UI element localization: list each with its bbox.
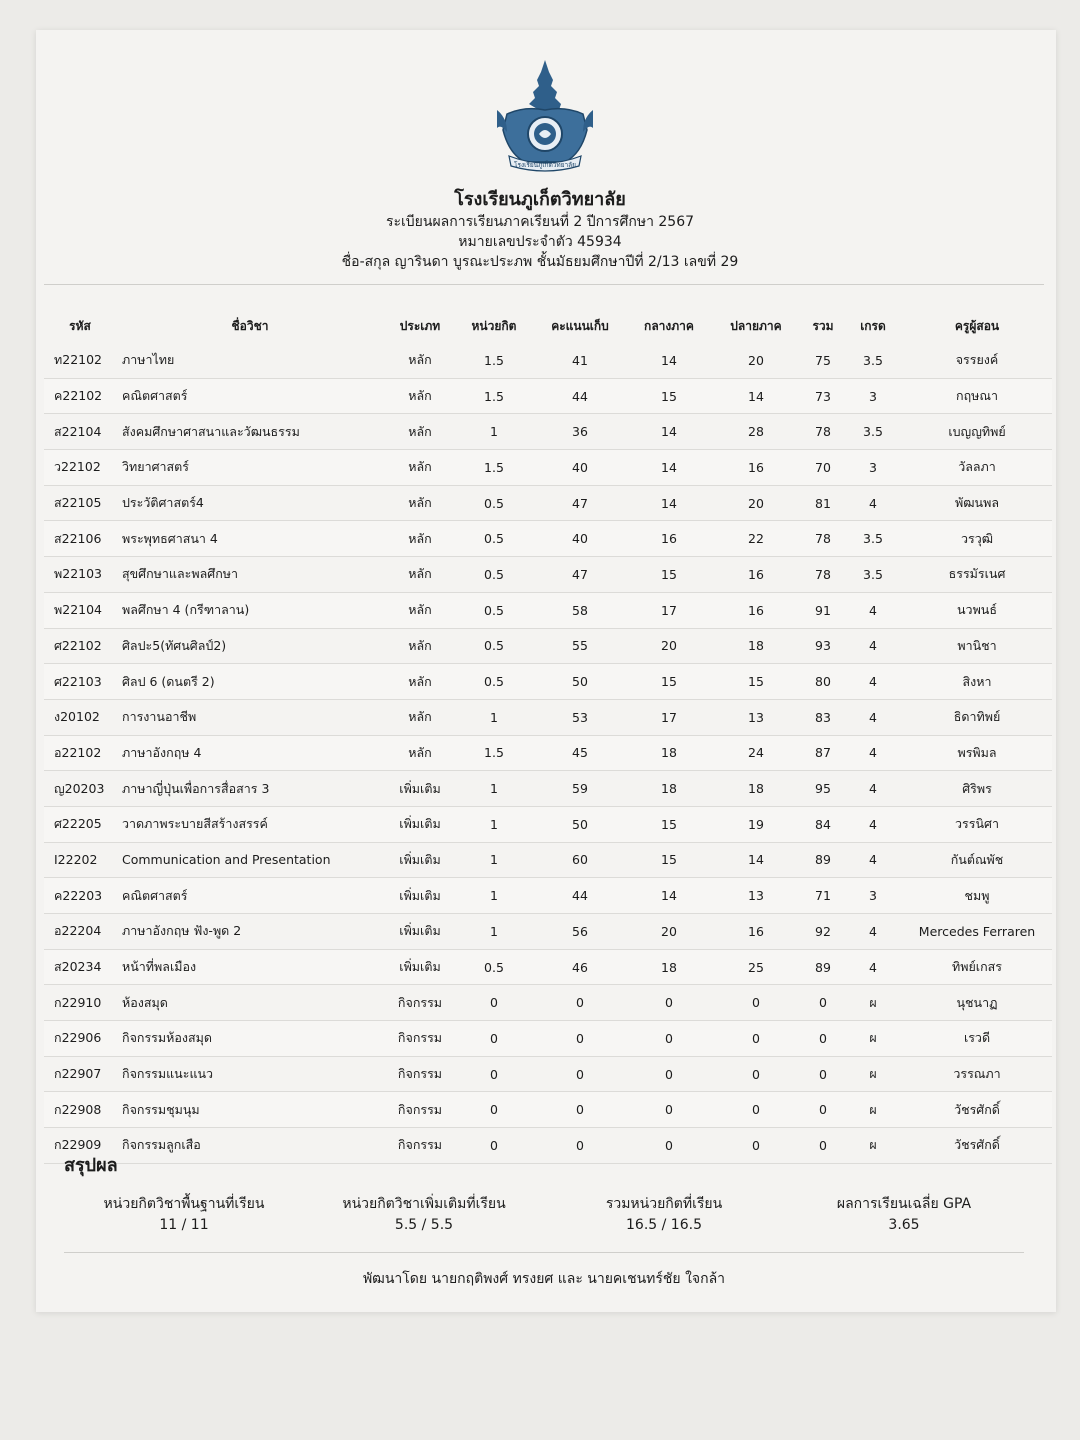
subject-code: ก22909 [44,1128,116,1164]
total-score: 75 [802,343,844,378]
total-score: 0 [802,1092,844,1128]
teacher-name: วัชรศักดิ์ [902,1128,1052,1164]
teacher-name: ทิพย์เกสร [902,949,1052,985]
collected-score: 47 [532,485,628,521]
grade-value: 3 [844,378,902,414]
subject-name: การงานอาชีพ [116,699,384,735]
credit-value: 0.5 [456,557,532,593]
subject-name: ภาษาอังกฤษ 4 [116,735,384,771]
summary-value: 5.5 / 5.5 [394,1217,454,1233]
teacher-name: ศิริพร [902,771,1052,807]
summary-section [64,1154,1024,1233]
credit-value: 0.5 [456,628,532,664]
final-score: 16 [710,592,802,628]
midterm-score: 14 [628,878,710,914]
final-score: 20 [710,343,802,378]
subject-type: หลัก [384,628,456,664]
subject-type: กิจกรรม [384,985,456,1021]
teacher-name: พานิชา [902,628,1052,664]
total-score: 87 [802,735,844,771]
grade-value: 4 [844,914,902,950]
credit-value: 0 [456,1056,532,1092]
grade-value: 3 [844,878,902,914]
grade-value: 4 [844,664,902,700]
subject-name: ภาษาญี่ปุ่นเพื่อการสื่อสาร 3 [116,771,384,807]
credit-value: 1.5 [456,378,532,414]
subject-name: วาดภาพระบายสีสร้างสรรค์ [116,806,384,842]
subject-type: เพิ่มเติม [384,878,456,914]
subject-type: หลัก [384,664,456,700]
subject-type: หลัก [384,450,456,486]
subject-type: เพิ่มเติม [384,949,456,985]
final-score: 13 [710,878,802,914]
subject-code: ศ22102 [44,628,116,664]
grades-table-body [44,343,1052,1163]
summary-gpa [784,1194,1024,1236]
credit-value: 1 [456,414,532,450]
teacher-name: ธรรมัรเนศ [902,557,1052,593]
table-row [44,628,1052,664]
subject-code: ก22907 [44,1056,116,1092]
subject-code: อ22102 [44,735,116,771]
table-row [44,1056,1052,1092]
midterm-score: 14 [628,450,710,486]
subject-code: ญ20203 [44,771,116,807]
subject-name: วิทยาศาสตร์ [116,450,384,486]
collected-score: 0 [532,1021,628,1057]
summary-label: หน่วยกิตวิชาเพิ่มเติมที่เรียน [342,1196,506,1212]
table-row [44,485,1052,521]
subject-code: พ22103 [44,557,116,593]
total-score: 91 [802,592,844,628]
col-grade-header: เกรด [860,318,886,333]
collected-score: 0 [532,1056,628,1092]
midterm-score: 20 [628,628,710,664]
col-type-header: ประเภท [399,318,441,333]
table-row [44,842,1052,878]
collected-score: 47 [532,557,628,593]
subject-type: หลัก [384,521,456,557]
subject-type: หลัก [384,699,456,735]
teacher-name: วัลลภา [902,450,1052,486]
total-score: 95 [802,771,844,807]
collected-score: 53 [532,699,628,735]
final-score: 25 [710,949,802,985]
total-score: 73 [802,378,844,414]
subject-name: ศิลปะ5(ทัศนศิลป์2) [116,628,384,664]
midterm-score: 17 [628,699,710,735]
teacher-name: วรรนิศา [902,806,1052,842]
subject-name: ศิลป 6 (ดนตรี 2) [116,664,384,700]
table-row [44,1021,1052,1057]
subject-name: กิจกรรมแนะแนว [116,1056,384,1092]
subject-type: กิจกรรม [384,1128,456,1164]
table-row [44,699,1052,735]
subject-code: อ22204 [44,914,116,950]
midterm-score: 18 [628,735,710,771]
crest-ribbon-text: โรงเรียนภูเก็ตวิทยาลัย [514,161,576,169]
subject-name: ห้องสมุด [116,985,384,1021]
final-score: 20 [710,485,802,521]
teacher-name: เบญญทิพย์ [902,414,1052,450]
summary-label: รวมหน่วยกิตที่เรียน [605,1196,723,1212]
midterm-score: 14 [628,414,710,450]
subject-type: หลัก [384,592,456,628]
subject-name: หน้าที่พลเมือง [116,949,384,985]
subject-name: สังคมศึกษาศาสนาและวัฒนธรรม [116,414,384,450]
teacher-name: ธิดาทิพย์ [902,699,1052,735]
grade-value: 4 [844,699,902,735]
summary-value: 3.65 [888,1217,920,1233]
grade-value: 3 [844,450,902,486]
total-score: 70 [802,450,844,486]
final-score: 18 [710,771,802,807]
col-midterm-header: กลางภาค [644,318,694,333]
grade-value: 4 [844,771,902,807]
midterm-score: 0 [628,1128,710,1164]
midterm-score: 15 [628,378,710,414]
total-score: 78 [802,414,844,450]
subject-type: กิจกรรม [384,1056,456,1092]
summary-value: 11 / 11 [159,1217,209,1233]
summary-label: หน่วยกิตวิชาพื้นฐานที่เรียน [103,1196,265,1212]
summary-title: สรุปผล [64,1155,118,1176]
grade-value: 4 [844,806,902,842]
subject-type: หลัก [384,485,456,521]
subject-code: ศ22103 [44,664,116,700]
table-row [44,985,1052,1021]
subject-code: ศ22205 [44,806,116,842]
summary-core-credits [64,1194,304,1236]
total-score: 0 [802,1021,844,1057]
table-row [44,664,1052,700]
col-teacher-header: ครูผู้สอน [954,318,1000,333]
subject-code: ค22102 [44,378,116,414]
collected-score: 50 [532,664,628,700]
total-score: 89 [802,949,844,985]
midterm-score: 16 [628,521,710,557]
grade-value: 4 [844,485,902,521]
final-score: 16 [710,914,802,950]
table-row [44,521,1052,557]
midterm-score: 15 [628,664,710,700]
teacher-name: วรรณภา [902,1056,1052,1092]
teacher-name: วัชรศักดิ์ [902,1092,1052,1128]
table-header-row [44,309,1052,343]
teacher-name: กันต์ณพัช [902,842,1052,878]
total-score: 0 [802,1128,844,1164]
midterm-score: 18 [628,771,710,807]
credit-value: 0.5 [456,521,532,557]
grades-table [44,309,1052,1164]
credit-value: 1 [456,806,532,842]
credit-value: 0.5 [456,949,532,985]
grade-value: 3.5 [844,521,902,557]
subject-name: กิจกรรมลูกเสือ [116,1128,384,1164]
grade-value: 3.5 [844,414,902,450]
table-row [44,806,1052,842]
col-total-header: รวม [812,318,834,333]
subject-code: ก22910 [44,985,116,1021]
subject-code: ส22104 [44,414,116,450]
final-score: 19 [710,806,802,842]
collected-score: 41 [532,343,628,378]
total-score: 93 [802,628,844,664]
total-score: 78 [802,521,844,557]
school-name: โรงเรียนภูเก็ตวิทยาลัย [454,189,626,210]
final-score: 28 [710,414,802,450]
final-score: 0 [710,1128,802,1164]
midterm-score: 18 [628,949,710,985]
credit-value: 1 [456,878,532,914]
credit-value: 0.5 [456,664,532,700]
school-crest-logo [495,58,595,174]
credit-value: 1 [456,699,532,735]
credit-value: 1.5 [456,450,532,486]
collected-score: 36 [532,414,628,450]
grade-value: 3.5 [844,557,902,593]
summary-total-credits [544,1194,784,1236]
midterm-score: 15 [628,806,710,842]
collected-score: 55 [532,628,628,664]
final-score: 0 [710,1021,802,1057]
subject-type: เพิ่มเติม [384,914,456,950]
subject-code: ง20102 [44,699,116,735]
footer-divider [64,1252,1024,1253]
subject-type: หลัก [384,343,456,378]
teacher-name: จรรยงค์ [902,343,1052,378]
collected-score: 40 [532,450,628,486]
midterm-score: 0 [628,985,710,1021]
subject-code: ท22102 [44,343,116,378]
collected-score: 40 [532,521,628,557]
total-score: 84 [802,806,844,842]
total-score: 92 [802,914,844,950]
subject-type: เพิ่มเติม [384,842,456,878]
credit-value: 0 [456,1021,532,1057]
midterm-score: 0 [628,1056,710,1092]
summary-grid [64,1194,1024,1236]
subject-type: หลัก [384,557,456,593]
grade-value: ผ [844,1056,902,1092]
credit-value: 0.5 [456,592,532,628]
subject-code: ส20234 [44,949,116,985]
subject-name: คณิตศาสตร์ [116,878,384,914]
final-score: 0 [710,1056,802,1092]
final-score: 16 [710,450,802,486]
midterm-score: 15 [628,842,710,878]
table-row [44,557,1052,593]
midterm-score: 14 [628,343,710,378]
grade-value: 4 [844,592,902,628]
total-score: 78 [802,557,844,593]
total-score: 83 [802,699,844,735]
table-row [44,1092,1052,1128]
midterm-score: 17 [628,592,710,628]
subject-code: ก22906 [44,1021,116,1057]
total-score: 0 [802,1056,844,1092]
final-score: 0 [710,1092,802,1128]
subject-name: Communication and Presentation [116,842,384,878]
collected-score: 0 [532,1128,628,1164]
teacher-name: Mercedes Ferraren [902,914,1052,950]
col-collected-header: คะแนนเก็บ [551,318,609,333]
col-final-header: ปลายภาค [730,318,782,333]
col-code-header: รหัส [69,318,91,333]
total-score: 0 [802,985,844,1021]
grade-value: ผ [844,1128,902,1164]
summary-value: 16.5 / 16.5 [626,1217,702,1233]
subject-code: พ22104 [44,592,116,628]
subject-code: I22202 [44,842,116,878]
total-score: 80 [802,664,844,700]
subject-code: ว22102 [44,450,116,486]
col-name-header: ชื่อวิชา [231,318,269,333]
report-header [0,188,1080,272]
credit-value: 1 [456,914,532,950]
grade-value: ผ [844,1092,902,1128]
collected-score: 45 [532,735,628,771]
credit-value: 1 [456,771,532,807]
total-score: 89 [802,842,844,878]
collected-score: 0 [532,985,628,1021]
final-score: 22 [710,521,802,557]
collected-score: 56 [532,914,628,950]
midterm-score: 20 [628,914,710,950]
final-score: 14 [710,842,802,878]
table-row [44,450,1052,486]
table-row [44,414,1052,450]
final-score: 13 [710,699,802,735]
grade-value: ผ [844,985,902,1021]
header-divider [44,284,1044,285]
collected-score: 44 [532,378,628,414]
credit-value: 0 [456,985,532,1021]
final-score: 24 [710,735,802,771]
summary-elective-credits [304,1194,544,1236]
col-credit-header: หน่วยกิต [471,318,517,333]
grade-value: 4 [844,735,902,771]
final-score: 18 [710,628,802,664]
table-row [44,378,1052,414]
subject-type: เพิ่มเติม [384,771,456,807]
midterm-score: 0 [628,1021,710,1057]
subject-code: ส22106 [44,521,116,557]
subject-type: เพิ่มเติม [384,806,456,842]
midterm-score: 15 [628,557,710,593]
midterm-score: 14 [628,485,710,521]
collected-score: 44 [532,878,628,914]
report-title: ระเบียนผลการเรียนภาคเรียนที่ 2 ปีการศึกษา 2567 [385,214,695,230]
table-row [44,771,1052,807]
subject-name: ประวัติศาสตร์4 [116,485,384,521]
teacher-name: พัฒนพล [902,485,1052,521]
collected-score: 58 [532,592,628,628]
teacher-name: ชมพู [902,878,1052,914]
subject-code: ค22203 [44,878,116,914]
table-row [44,949,1052,985]
subject-name: ภาษาไทย [116,343,384,378]
subject-name: พระพุทธศาสนา 4 [116,521,384,557]
teacher-name: นวพนธ์ [902,592,1052,628]
grade-value: 4 [844,842,902,878]
teacher-name: เรวดี [902,1021,1052,1057]
table-row [44,735,1052,771]
collected-score: 0 [532,1092,628,1128]
credit-value: 1.5 [456,735,532,771]
subject-code: ก22908 [44,1092,116,1128]
collected-score: 50 [532,806,628,842]
subject-type: กิจกรรม [384,1092,456,1128]
midterm-score: 0 [628,1092,710,1128]
total-score: 71 [802,878,844,914]
table-row [44,343,1052,378]
subject-code: ส22105 [44,485,116,521]
final-score: 0 [710,985,802,1021]
teacher-name: พรพิมล [902,735,1052,771]
total-score: 81 [802,485,844,521]
subject-name: พลศึกษา 4 (กรีฑาลาน) [116,592,384,628]
student-id: หมายเลขประจำตัว 45934 [458,234,622,250]
credit-value: 1.5 [456,343,532,378]
summary-label: ผลการเรียนเฉลี่ย GPA [836,1196,972,1212]
credit-value: 1 [456,842,532,878]
collected-score: 60 [532,842,628,878]
grade-value: ผ [844,1021,902,1057]
subject-name: คณิตศาสตร์ [116,378,384,414]
credit-value: 0 [456,1128,532,1164]
subject-name: ภาษาอังกฤษ ฟัง-พูด 2 [116,914,384,950]
credit-value: 0 [456,1092,532,1128]
subject-name: สุขศึกษาและพลศึกษา [116,557,384,593]
subject-type: หลัก [384,414,456,450]
teacher-name: นุชนาฏ [902,985,1052,1021]
student-info: ชื่อ-สกุล ญารินดา บูรณะประภพ ชั้นมัธยมศึกษาปีที่ 2/13 เลขที่ 29 [341,254,739,270]
grade-value: 4 [844,949,902,985]
final-score: 16 [710,557,802,593]
final-score: 15 [710,664,802,700]
teacher-name: กฤษณา [902,378,1052,414]
grade-value: 4 [844,628,902,664]
subject-name: กิจกรรมห้องสมุด [116,1021,384,1057]
final-score: 14 [710,378,802,414]
credit-value: 0.5 [456,485,532,521]
table-row [44,878,1052,914]
subject-type: หลัก [384,735,456,771]
subject-type: หลัก [384,378,456,414]
subject-name: กิจกรรมชุมนุม [116,1092,384,1128]
teacher-name: สิงหา [902,664,1052,700]
collected-score: 59 [532,771,628,807]
table-row [44,592,1052,628]
developer-credit: พัฒนาโดย นายกฤติพงศ์ ทรงยศ และ นายคเชนทร์ชัย ใจกล้า [362,1271,726,1287]
collected-score: 46 [532,949,628,985]
grade-value: 3.5 [844,343,902,378]
table-row [44,914,1052,950]
teacher-name: วรวุฒิ [902,521,1052,557]
subject-type: กิจกรรม [384,1021,456,1057]
